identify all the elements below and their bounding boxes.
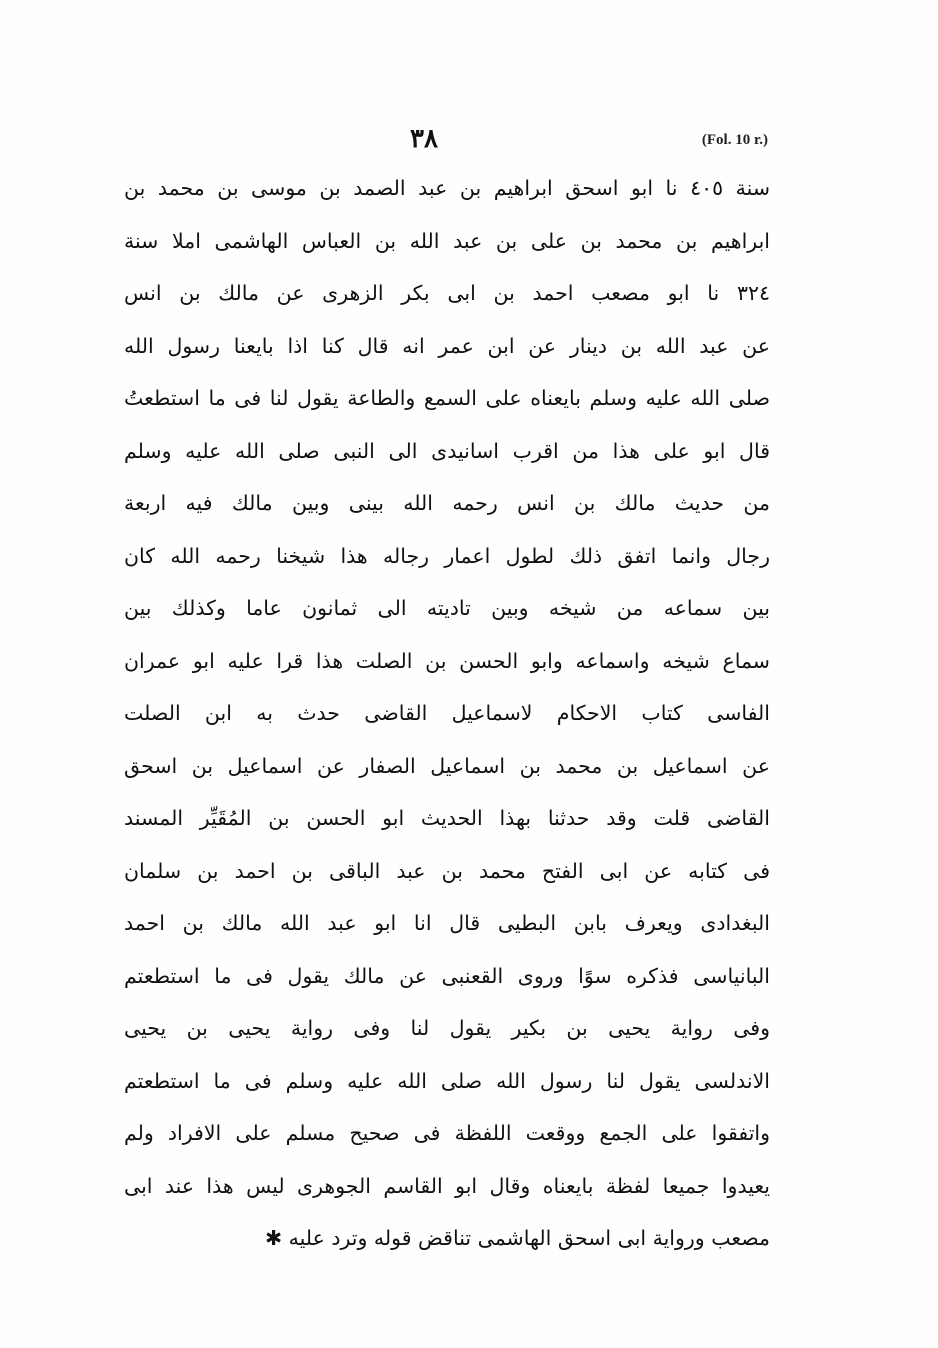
text-line: من حديث مالك بن انس رحمه الله بينى وبين مالك فيه اربعة bbox=[124, 491, 770, 515]
text-line: عن عبد الله بن دينار عن ابن عمر انه قال كنا اذا بايعنا رسول الله bbox=[124, 333, 770, 358]
text-line: الاندلسى يقول لنا رسول الله صلى الله عليه وسلم فى ما استطعتم bbox=[124, 1068, 770, 1093]
folio-reference: (Fol. 10 r.) bbox=[701, 132, 768, 148]
text-line: فى كتابه عن ابى الفتح محمد بن عبد الباقى بن احمد بن سلمان bbox=[124, 858, 770, 883]
text-line: رجال وانما اتفق ذلك لطول اعمار رجاله هذا شيخنا رحمه الله كان bbox=[124, 543, 770, 568]
text-line: سنة ٤٠٥ نا ابو اسحق ابراهيم بن عبد الصمد بن موسى بن محمد بن bbox=[124, 176, 770, 200]
text-line: يعيدوا جميعا لفظة بايعناه وقال ابو القاسم الجوهرى ليس هذا عند ابى bbox=[124, 1173, 770, 1198]
text-line: ابراهيم بن محمد بن على بن عبد الله بن العباس الهاشمى املا سنة bbox=[124, 228, 770, 253]
arabic-text-body bbox=[124, 162, 770, 1265]
text-line: صلى الله عليه وسلم بايعناه على السمع والطاعة يقول لنا فى ما استطعتُ bbox=[124, 386, 770, 410]
text-line: القاضى قلت وقد حدثنا بهذا الحديث ابو الحسن بن المُقَيِّر المسند bbox=[124, 806, 770, 830]
text-line: سماع شيخه واسماعه وابو الحسن بن الصلت هذا قرا عليه ابو عمران bbox=[124, 648, 770, 673]
page-header bbox=[120, 124, 768, 164]
text-line: الفاسى كتاب الاحكام لاسماعيل القاضى حدث به ابن الصلت bbox=[124, 701, 770, 725]
page-number: ۳۸ bbox=[410, 124, 438, 154]
text-line: البغدادى ويعرف بابن البطيى قال انا ابو عبد الله مالك بن احمد bbox=[124, 911, 770, 935]
text-line: واتفقوا على الجمع ووقعت اللفظة فى صحيح مسلم على الافراد ولم bbox=[124, 1121, 770, 1145]
text-line: ٣٢٤ نا ابو مصعب احمد بن ابى بكر الزهرى عن مالك بن انس bbox=[124, 281, 770, 305]
text-line-final: مصعب ورواية ابى اسحق الهاشمى تناقض قوله وترد عليه ✱ bbox=[264, 1226, 770, 1250]
text-line: البانياسى فذكره سوًا وروى القعنبى عن مالك يقول فى ما استطعتم bbox=[124, 963, 770, 988]
text-line: بين سماعه من شيخه وبين تاديته الى ثمانون عاما وكذلك بين bbox=[124, 596, 770, 620]
text-line: قال ابو على هذا من اقرب اسانيدى الى النبى صلى الله عليه وسلم bbox=[124, 438, 770, 463]
text-line: وفى رواية يحيى بن بكير يقول لنا وفى رواية يحيى بن يحيى bbox=[124, 1016, 770, 1040]
text-line: عن اسماعيل بن محمد بن اسماعيل الصفار عن اسماعيل بن اسحق bbox=[124, 753, 770, 778]
